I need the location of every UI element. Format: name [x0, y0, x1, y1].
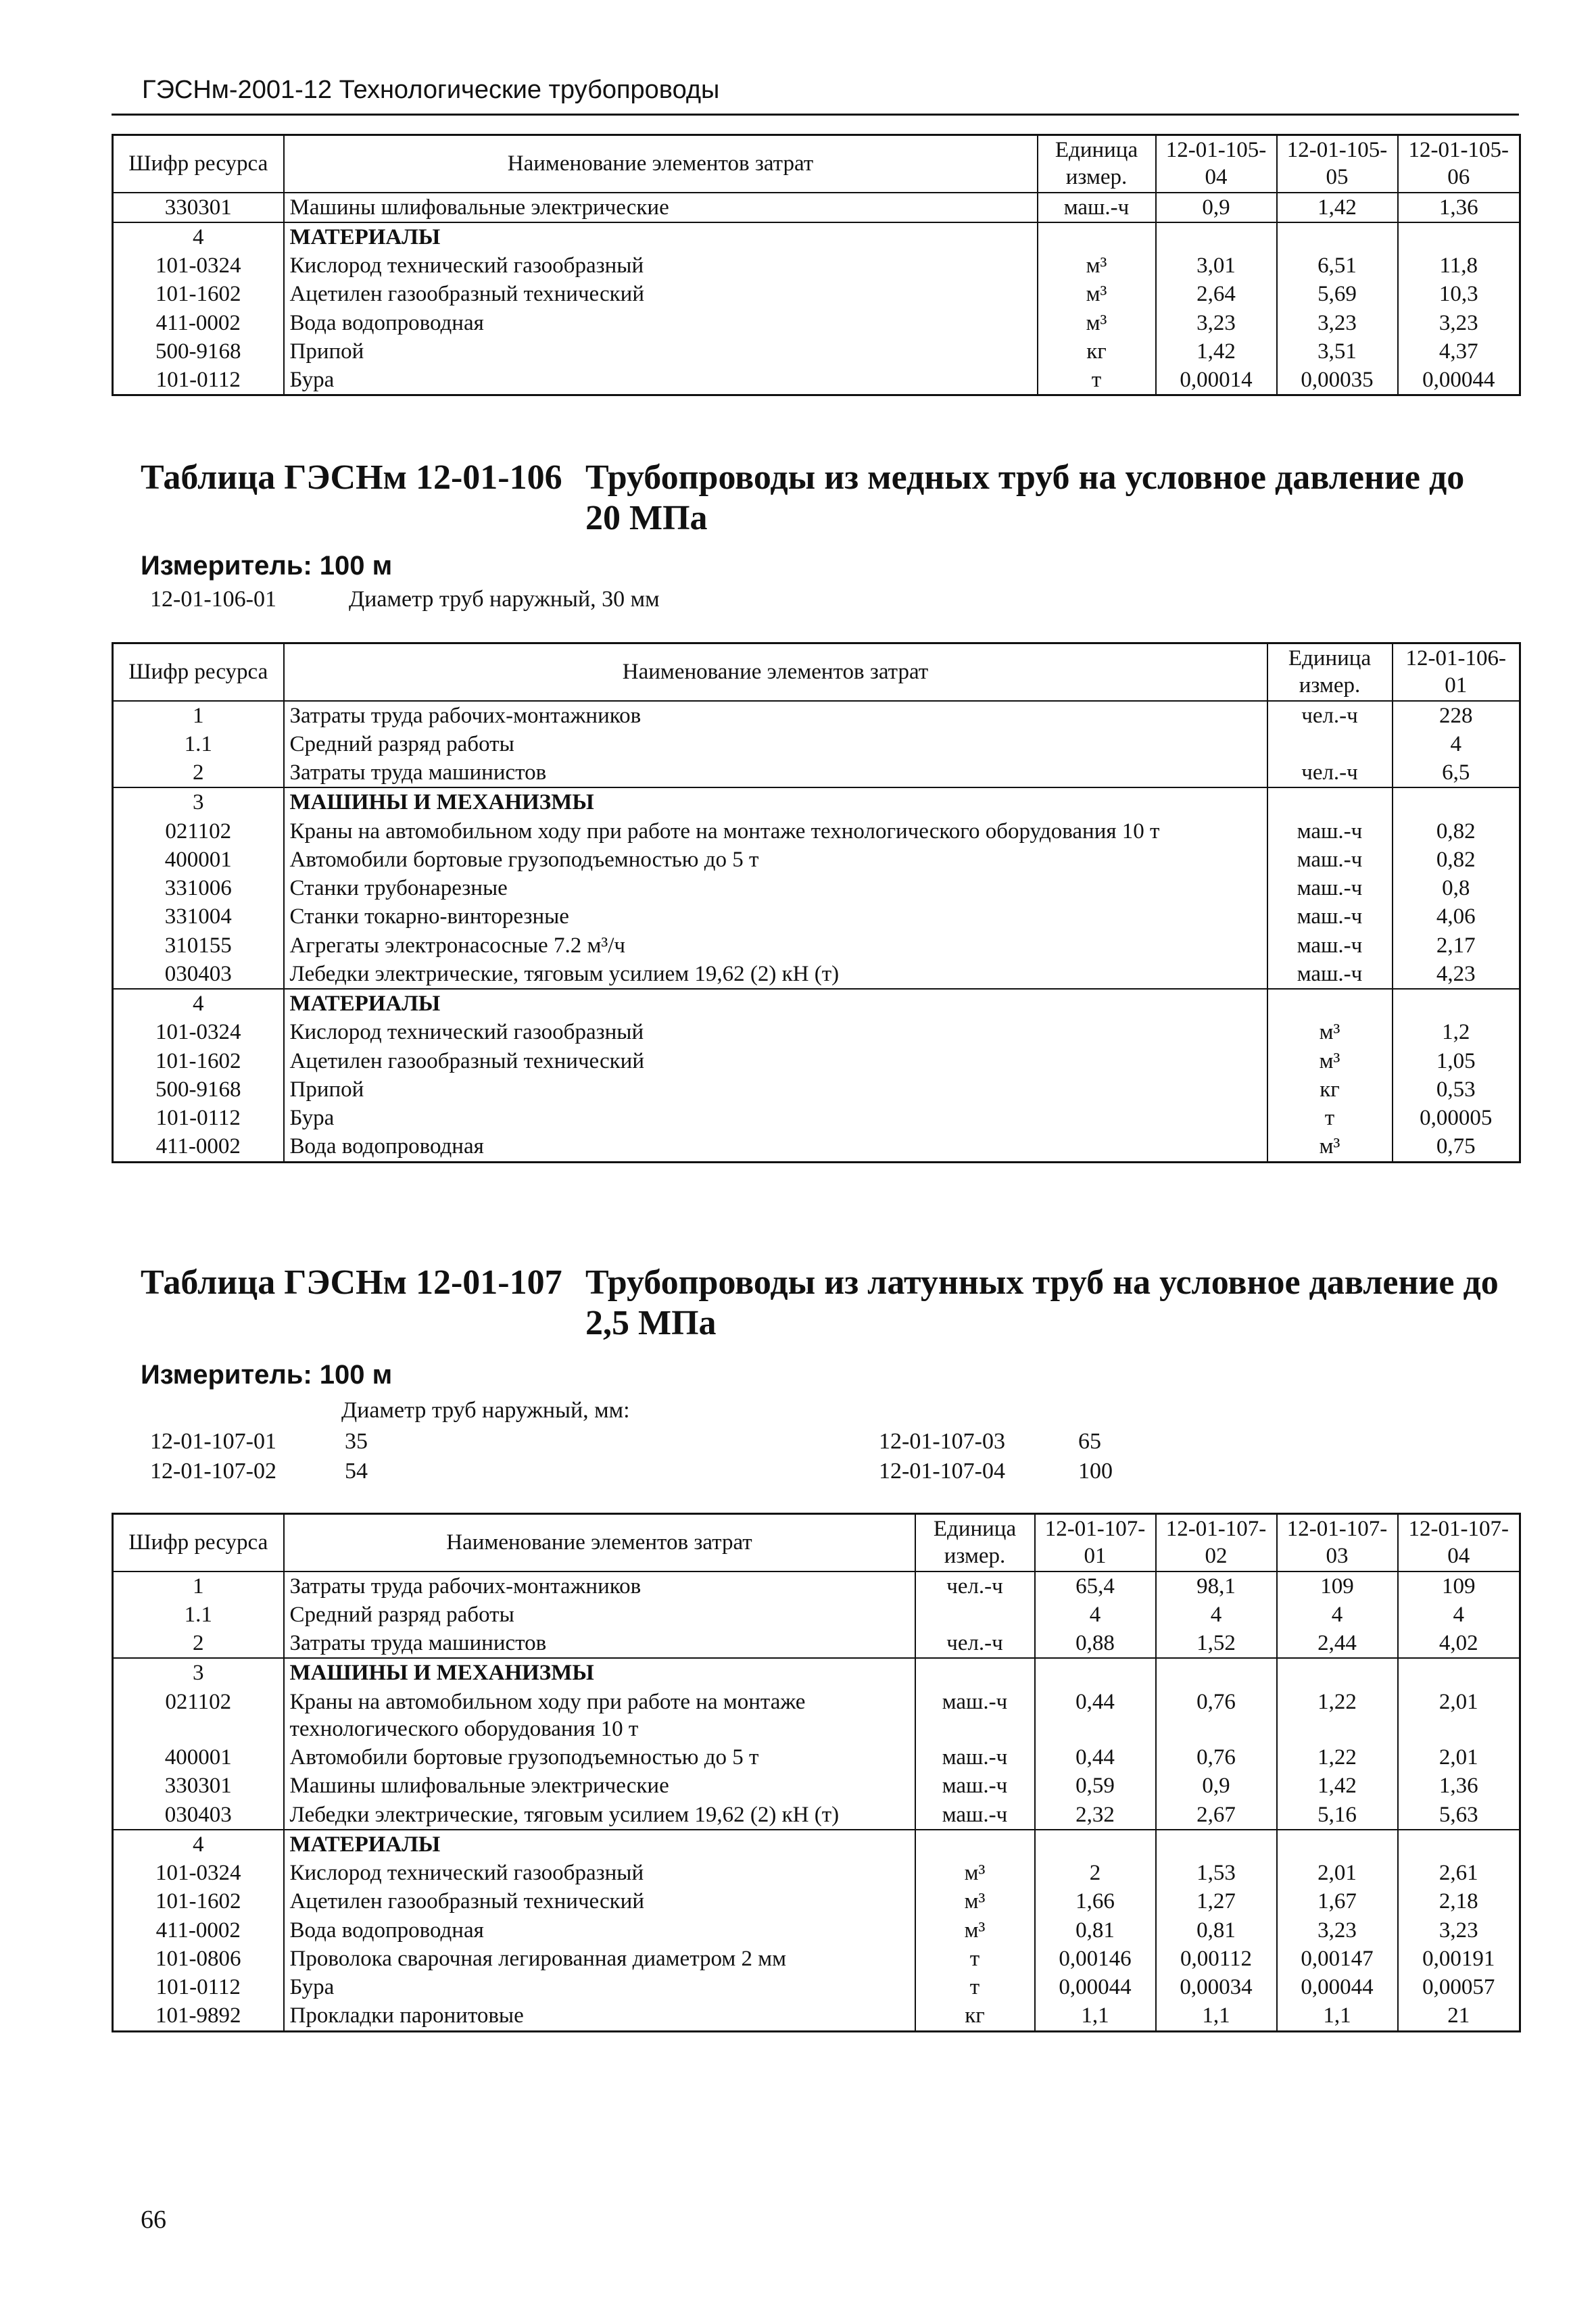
value-cell: 1,53: [1156, 1859, 1277, 1887]
value-cell: 98,1: [1156, 1571, 1277, 1601]
value-cell: [1277, 222, 1398, 251]
table-row: [113, 1688, 1520, 1744]
value-cell: [1156, 222, 1277, 251]
cost-element-cell: МАТЕРИАЛЫ: [284, 989, 1267, 1018]
table-107-diameter-label: Диаметр труб наружный, мм:: [341, 1398, 630, 1423]
unit-cell: м³: [1267, 1132, 1393, 1162]
table-107-item-code-1: 12-01-107-01: [150, 1429, 276, 1454]
cost-element-cell: Агрегаты электронасосные 7.2 м³/ч: [284, 931, 1267, 960]
cost-element-cell: Бура: [284, 1104, 1267, 1132]
value-cell: 0,00147: [1277, 1945, 1398, 1973]
unit-cell: кг: [1267, 1075, 1393, 1104]
resource-code-cell: 101-1602: [113, 1047, 284, 1075]
value-cell: 0,00146: [1035, 1945, 1156, 1973]
resource-code-cell: 400001: [113, 846, 284, 874]
table-106-title-code: Таблица ГЭСНм 12-01-106: [141, 458, 562, 497]
value-cell: 1,36: [1398, 1772, 1520, 1800]
table-107-item-code-3: 12-01-107-03: [879, 1429, 1005, 1454]
value-cell: [1277, 1830, 1398, 1859]
cost-element-cell: Лебедки электрические, тяговым усилием 19,62 (2) кН (т): [284, 1801, 915, 1830]
unit-cell: маш.-ч: [1267, 931, 1393, 960]
resource-code-cell: 331006: [113, 874, 284, 902]
value-cell: 6,5: [1393, 758, 1520, 787]
cost-element-cell: Вода водопроводная: [284, 1132, 1267, 1162]
cost-element-cell: Вода водопроводная: [284, 309, 1038, 337]
table-row: [113, 1772, 1520, 1800]
table-header-row: [113, 135, 1520, 193]
header-divider: [112, 114, 1519, 116]
value-cell: 0,9: [1156, 1772, 1277, 1800]
value-cell: 0,00191: [1398, 1945, 1520, 1973]
table-row: [113, 1830, 1520, 1859]
cost-element-cell: Кислород технический газообразный: [284, 1018, 1267, 1046]
column-header: 12-01-107-03: [1277, 1514, 1398, 1571]
table-row: [113, 1075, 1520, 1104]
table-row: [113, 1743, 1520, 1772]
value-cell: [1035, 1830, 1156, 1859]
value-cell: 0,76: [1156, 1688, 1277, 1744]
cost-element-cell: Затраты труда рабочих-монтажников: [284, 701, 1267, 730]
table-107-title-text: Трубопроводы из латунных труб на условное давление до: [585, 1263, 1499, 1302]
table-106-note-text: Диаметр труб наружный, 30 мм: [349, 587, 660, 612]
value-cell: 0,9: [1156, 193, 1277, 222]
cost-element-cell: Ацетилен газообразный технический: [284, 1887, 915, 1916]
value-cell: 1,66: [1035, 1887, 1156, 1916]
column-header: Шифр ресурса: [113, 643, 284, 701]
value-cell: 2,18: [1398, 1887, 1520, 1916]
resource-code-cell: 021102: [113, 817, 284, 846]
resource-code-cell: 101-0112: [113, 1973, 284, 2001]
cost-element-cell: МАТЕРИАЛЫ: [284, 1830, 915, 1859]
value-cell: [1398, 1658, 1520, 1687]
table-row: [113, 337, 1520, 366]
value-cell: 4,02: [1398, 1629, 1520, 1658]
unit-cell: маш.-ч: [1267, 846, 1393, 874]
value-cell: 0,00044: [1035, 1973, 1156, 2001]
column-header: Единица измер.: [915, 1514, 1035, 1571]
cost-element-cell: Бура: [284, 1973, 915, 2001]
resource-code-cell: 101-0324: [113, 1018, 284, 1046]
unit-cell: м³: [1038, 251, 1156, 280]
cost-element-cell: Станки трубонарезные: [284, 874, 1267, 902]
value-cell: 0,00034: [1156, 1973, 1277, 2001]
value-cell: 10,3: [1398, 280, 1520, 308]
value-cell: 0,82: [1393, 846, 1520, 874]
value-cell: [1156, 1830, 1277, 1859]
resource-code-cell: 030403: [113, 1801, 284, 1830]
resource-code-cell: 101-0324: [113, 1859, 284, 1887]
value-cell: 0,00014: [1156, 366, 1277, 395]
column-header: 12-01-107-01: [1035, 1514, 1156, 1571]
column-header: Наименование элементов затрат: [284, 135, 1038, 193]
value-cell: 109: [1398, 1571, 1520, 1601]
value-cell: 0,8: [1393, 874, 1520, 902]
cost-element-cell: Станки токарно-винторезные: [284, 902, 1267, 931]
table-row: [113, 2001, 1520, 2031]
unit-cell: маш.-ч: [1038, 193, 1156, 222]
table-107-item-value-4: 100: [1078, 1459, 1113, 1484]
value-cell: 1,67: [1277, 1887, 1398, 1916]
table-row: [113, 960, 1520, 989]
resource-code-cell: 330301: [113, 193, 284, 222]
resource-code-cell: 1: [113, 701, 284, 730]
cost-element-cell: Припой: [284, 337, 1038, 366]
value-cell: 0,76: [1156, 1743, 1277, 1772]
unit-cell: м³: [1267, 1047, 1393, 1075]
value-cell: 4: [1393, 730, 1520, 758]
value-cell: 3,23: [1398, 309, 1520, 337]
value-cell: 3,01: [1156, 251, 1277, 280]
resource-code-cell: 3: [113, 787, 284, 817]
value-cell: 1,1: [1277, 2001, 1398, 2031]
value-cell: 0,81: [1035, 1916, 1156, 1945]
table-107-item-value-1: 35: [345, 1429, 368, 1454]
value-cell: 1,22: [1277, 1688, 1398, 1744]
cost-element-cell: МАТЕРИАЛЫ: [284, 222, 1038, 251]
column-header: 12-01-106-01: [1393, 643, 1520, 701]
value-cell: 2,32: [1035, 1801, 1156, 1830]
value-cell: 2,17: [1393, 931, 1520, 960]
unit-cell: маш.-ч: [1267, 874, 1393, 902]
table-107-item-value-2: 54: [345, 1459, 368, 1484]
unit-cell: м³: [915, 1859, 1035, 1887]
value-cell: 3,23: [1277, 309, 1398, 337]
value-cell: 1,42: [1277, 193, 1398, 222]
cost-element-cell: МАШИНЫ И МЕХАНИЗМЫ: [284, 787, 1267, 817]
value-cell: 0,44: [1035, 1743, 1156, 1772]
value-cell: 1,27: [1156, 1887, 1277, 1916]
cost-element-cell: Средний разряд работы: [284, 1601, 915, 1629]
column-header: 12-01-107-02: [1156, 1514, 1277, 1571]
table-row: [113, 1629, 1520, 1658]
resource-code-cell: 101-0112: [113, 1104, 284, 1132]
value-cell: 0,53: [1393, 1075, 1520, 1104]
value-cell: 1,1: [1156, 2001, 1277, 2031]
cost-element-cell: Средний разряд работы: [284, 730, 1267, 758]
resource-code-cell: 1.1: [113, 1601, 284, 1629]
resource-code-cell: 4: [113, 222, 284, 251]
table-row: [113, 874, 1520, 902]
value-cell: 0,00035: [1277, 366, 1398, 395]
value-cell: 1,36: [1398, 193, 1520, 222]
table-row: [113, 251, 1520, 280]
value-cell: 0,59: [1035, 1772, 1156, 1800]
page-number: 66: [141, 2206, 166, 2234]
table-row: [113, 280, 1520, 308]
column-header: Наименование элементов затрат: [284, 1514, 915, 1571]
unit-cell: чел.-ч: [1267, 701, 1393, 730]
resource-code-cell: 101-0324: [113, 251, 284, 280]
table-row: [113, 1104, 1520, 1132]
unit-cell: м³: [1038, 309, 1156, 337]
table-row: [113, 1801, 1520, 1830]
table-12-01-106: [112, 642, 1521, 1163]
cost-element-cell: Бура: [284, 366, 1038, 395]
unit-cell: маш.-ч: [1267, 960, 1393, 989]
value-cell: 4,06: [1393, 902, 1520, 931]
value-cell: [1156, 1658, 1277, 1687]
table-107-title-text-line2: 2,5 МПа: [585, 1304, 717, 1342]
table-row: [113, 758, 1520, 787]
cost-element-cell: Ацетилен газообразный технический: [284, 280, 1038, 308]
value-cell: 5,16: [1277, 1801, 1398, 1830]
cost-element-cell: Затраты труда машинистов: [284, 1629, 915, 1658]
table-row: [113, 1945, 1520, 1973]
cost-element-cell: Ацетилен газообразный технический: [284, 1047, 1267, 1075]
table-row: [113, 1132, 1520, 1162]
value-cell: 2,67: [1156, 1801, 1277, 1830]
unit-cell: кг: [915, 2001, 1035, 2031]
unit-cell: м³: [1038, 280, 1156, 308]
table-row: [113, 222, 1520, 251]
unit-cell: [1267, 730, 1393, 758]
value-cell: 0,00044: [1398, 366, 1520, 395]
value-cell: 0,44: [1035, 1688, 1156, 1744]
table-106-meter: Измеритель: 100 м: [141, 551, 393, 581]
value-cell: [1398, 1830, 1520, 1859]
table-row: [113, 1571, 1520, 1601]
table-row: [113, 1601, 1520, 1629]
unit-cell: т: [915, 1945, 1035, 1973]
cost-element-cell: Вода водопроводная: [284, 1916, 915, 1945]
value-cell: 21: [1398, 2001, 1520, 2031]
value-cell: 109: [1277, 1571, 1398, 1601]
value-cell: 4,23: [1393, 960, 1520, 989]
column-header: 12-01-105-05: [1277, 135, 1398, 193]
unit-cell: чел.-ч: [915, 1571, 1035, 1601]
table-12-01-105-continuation: [112, 134, 1521, 396]
value-cell: 3,51: [1277, 337, 1398, 366]
resource-code-cell: 101-9892: [113, 2001, 284, 2031]
value-cell: 6,51: [1277, 251, 1398, 280]
value-cell: 1,2: [1393, 1018, 1520, 1046]
value-cell: 228: [1393, 701, 1520, 730]
page-header: ГЭСНм-2001-12 Технологические трубопроводы: [142, 76, 720, 104]
value-cell: 0,81: [1156, 1916, 1277, 1945]
value-cell: 0,00044: [1277, 1973, 1398, 2001]
value-cell: 0,00057: [1398, 1973, 1520, 2001]
unit-cell: маш.-ч: [915, 1688, 1035, 1744]
value-cell: 2,61: [1398, 1859, 1520, 1887]
value-cell: 0,00005: [1393, 1104, 1520, 1132]
column-header: Наименование элементов затрат: [284, 643, 1267, 701]
unit-cell: чел.-ч: [915, 1629, 1035, 1658]
value-cell: 2,44: [1277, 1629, 1398, 1658]
column-header: Шифр ресурса: [113, 135, 284, 193]
column-header: 12-01-105-06: [1398, 135, 1520, 193]
table-row: [113, 1018, 1520, 1046]
unit-cell: кг: [1038, 337, 1156, 366]
value-cell: 0,82: [1393, 817, 1520, 846]
table-row: [113, 989, 1520, 1018]
table-row: [113, 787, 1520, 817]
table-row: [113, 701, 1520, 730]
value-cell: 5,63: [1398, 1801, 1520, 1830]
value-cell: 4: [1156, 1601, 1277, 1629]
value-cell: 1,52: [1156, 1629, 1277, 1658]
resource-code-cell: 101-1602: [113, 1887, 284, 1916]
value-cell: 11,8: [1398, 251, 1520, 280]
resource-code-cell: 021102: [113, 1688, 284, 1744]
table-row: [113, 931, 1520, 960]
table-106-title-text-line2: 20 МПа: [585, 499, 708, 537]
unit-cell: т: [1038, 366, 1156, 395]
resource-code-cell: 330301: [113, 1772, 284, 1800]
value-cell: 1,22: [1277, 1743, 1398, 1772]
table-row: [113, 1047, 1520, 1075]
cost-element-cell: МАШИНЫ И МЕХАНИЗМЫ: [284, 1658, 915, 1687]
cost-element-cell: Автомобили бортовые грузоподъемностью до 5 т: [284, 846, 1267, 874]
value-cell: 4,37: [1398, 337, 1520, 366]
table-row: [113, 1859, 1520, 1887]
resource-code-cell: 101-0806: [113, 1945, 284, 1973]
cost-element-cell: Припой: [284, 1075, 1267, 1104]
resource-code-cell: 101-1602: [113, 280, 284, 308]
resource-code-cell: 3: [113, 1658, 284, 1687]
value-cell: 4: [1398, 1601, 1520, 1629]
table-107-item-value-3: 65: [1078, 1429, 1101, 1454]
value-cell: 2,64: [1156, 280, 1277, 308]
unit-cell: т: [1267, 1104, 1393, 1132]
table-row: [113, 730, 1520, 758]
resource-code-cell: 1.1: [113, 730, 284, 758]
unit-cell: [1267, 989, 1393, 1018]
resource-code-cell: 030403: [113, 960, 284, 989]
cost-element-cell: Кислород технический газообразный: [284, 1859, 915, 1887]
value-cell: 2: [1035, 1859, 1156, 1887]
column-header: 12-01-105-04: [1156, 135, 1277, 193]
value-cell: 1,1: [1035, 2001, 1156, 2031]
table-row: [113, 902, 1520, 931]
unit-cell: [915, 1601, 1035, 1629]
value-cell: 0,88: [1035, 1629, 1156, 1658]
value-cell: [1035, 1658, 1156, 1687]
unit-cell: [915, 1658, 1035, 1687]
value-cell: [1398, 222, 1520, 251]
unit-cell: чел.-ч: [1267, 758, 1393, 787]
cost-element-cell: Прокладки паронитовые: [284, 2001, 915, 2031]
table-12-01-107: [112, 1513, 1521, 2032]
resource-code-cell: 2: [113, 1629, 284, 1658]
value-cell: 1,05: [1393, 1047, 1520, 1075]
unit-cell: м³: [1267, 1018, 1393, 1046]
unit-cell: [1038, 222, 1156, 251]
table-107-meter: Измеритель: 100 м: [141, 1360, 393, 1390]
value-cell: 2,01: [1398, 1688, 1520, 1744]
value-cell: 1,42: [1277, 1772, 1398, 1800]
resource-code-cell: 500-9168: [113, 337, 284, 366]
value-cell: 0,00112: [1156, 1945, 1277, 1973]
cost-element-cell: Краны на автомобильном ходу при работе на монтаже технологического оборудования 10 т: [284, 817, 1267, 846]
table-107-title-code: Таблица ГЭСНм 12-01-107: [141, 1263, 562, 1302]
table-header-row: [113, 1514, 1520, 1571]
value-cell: 2,01: [1398, 1743, 1520, 1772]
table-106-title-text: Трубопроводы из медных труб на условное давление до: [585, 458, 1465, 497]
resource-code-cell: 411-0002: [113, 1916, 284, 1945]
resource-code-cell: 400001: [113, 1743, 284, 1772]
unit-cell: маш.-ч: [1267, 902, 1393, 931]
resource-code-cell: 411-0002: [113, 1132, 284, 1162]
cost-element-cell: Проволока сварочная легированная диаметром 2 мм: [284, 1945, 915, 1973]
unit-cell: маш.-ч: [915, 1801, 1035, 1830]
value-cell: [1393, 989, 1520, 1018]
value-cell: 2,01: [1277, 1859, 1398, 1887]
table-106-note-code: 12-01-106-01: [150, 587, 276, 612]
cost-element-cell: Краны на автомобильном ходу при работе на монтаже технологического оборудования 10 т: [284, 1688, 915, 1744]
cost-element-cell: Автомобили бортовые грузоподъемностью до 5 т: [284, 1743, 915, 1772]
table-row: [113, 309, 1520, 337]
unit-cell: маш.-ч: [1267, 817, 1393, 846]
resource-code-cell: 4: [113, 1830, 284, 1859]
column-header: Единица измер.: [1038, 135, 1156, 193]
column-header: Единица измер.: [1267, 643, 1393, 701]
value-cell: 65,4: [1035, 1571, 1156, 1601]
value-cell: 3,23: [1156, 309, 1277, 337]
column-header: Шифр ресурса: [113, 1514, 284, 1571]
value-cell: 0,75: [1393, 1132, 1520, 1162]
cost-element-cell: Машины шлифовальные электрические: [284, 1772, 915, 1800]
table-row: [113, 193, 1520, 222]
table-row: [113, 1973, 1520, 2001]
cost-element-cell: Кислород технический газообразный: [284, 251, 1038, 280]
table-row: [113, 1658, 1520, 1687]
table-107-item-code-4: 12-01-107-04: [879, 1459, 1005, 1484]
unit-cell: т: [915, 1973, 1035, 2001]
value-cell: 3,23: [1277, 1916, 1398, 1945]
value-cell: 1,42: [1156, 337, 1277, 366]
unit-cell: [915, 1830, 1035, 1859]
cost-element-cell: Затраты труда рабочих-монтажников: [284, 1571, 915, 1601]
resource-code-cell: 411-0002: [113, 309, 284, 337]
resource-code-cell: 4: [113, 989, 284, 1018]
table-107-item-code-2: 12-01-107-02: [150, 1459, 276, 1484]
cost-element-cell: Машины шлифовальные электрические: [284, 193, 1038, 222]
table-header-row: [113, 643, 1520, 701]
table-row: [113, 1916, 1520, 1945]
table-row: [113, 366, 1520, 395]
resource-code-cell: 331004: [113, 902, 284, 931]
value-cell: 4: [1277, 1601, 1398, 1629]
unit-cell: маш.-ч: [915, 1743, 1035, 1772]
value-cell: 5,69: [1277, 280, 1398, 308]
unit-cell: [1267, 787, 1393, 817]
resource-code-cell: 310155: [113, 931, 284, 960]
value-cell: 3,23: [1398, 1916, 1520, 1945]
resource-code-cell: 101-0112: [113, 366, 284, 395]
value-cell: [1277, 1658, 1398, 1687]
unit-cell: м³: [915, 1916, 1035, 1945]
table-row: [113, 817, 1520, 846]
unit-cell: м³: [915, 1887, 1035, 1916]
cost-element-cell: Лебедки электрические, тяговым усилием 19,62 (2) кН (т): [284, 960, 1267, 989]
resource-code-cell: 1: [113, 1571, 284, 1601]
table-row: [113, 846, 1520, 874]
resource-code-cell: 2: [113, 758, 284, 787]
value-cell: 4: [1035, 1601, 1156, 1629]
table-row: [113, 1887, 1520, 1916]
value-cell: [1393, 787, 1520, 817]
resource-code-cell: 500-9168: [113, 1075, 284, 1104]
unit-cell: маш.-ч: [915, 1772, 1035, 1800]
cost-element-cell: Затраты труда машинистов: [284, 758, 1267, 787]
column-header: 12-01-107-04: [1398, 1514, 1520, 1571]
